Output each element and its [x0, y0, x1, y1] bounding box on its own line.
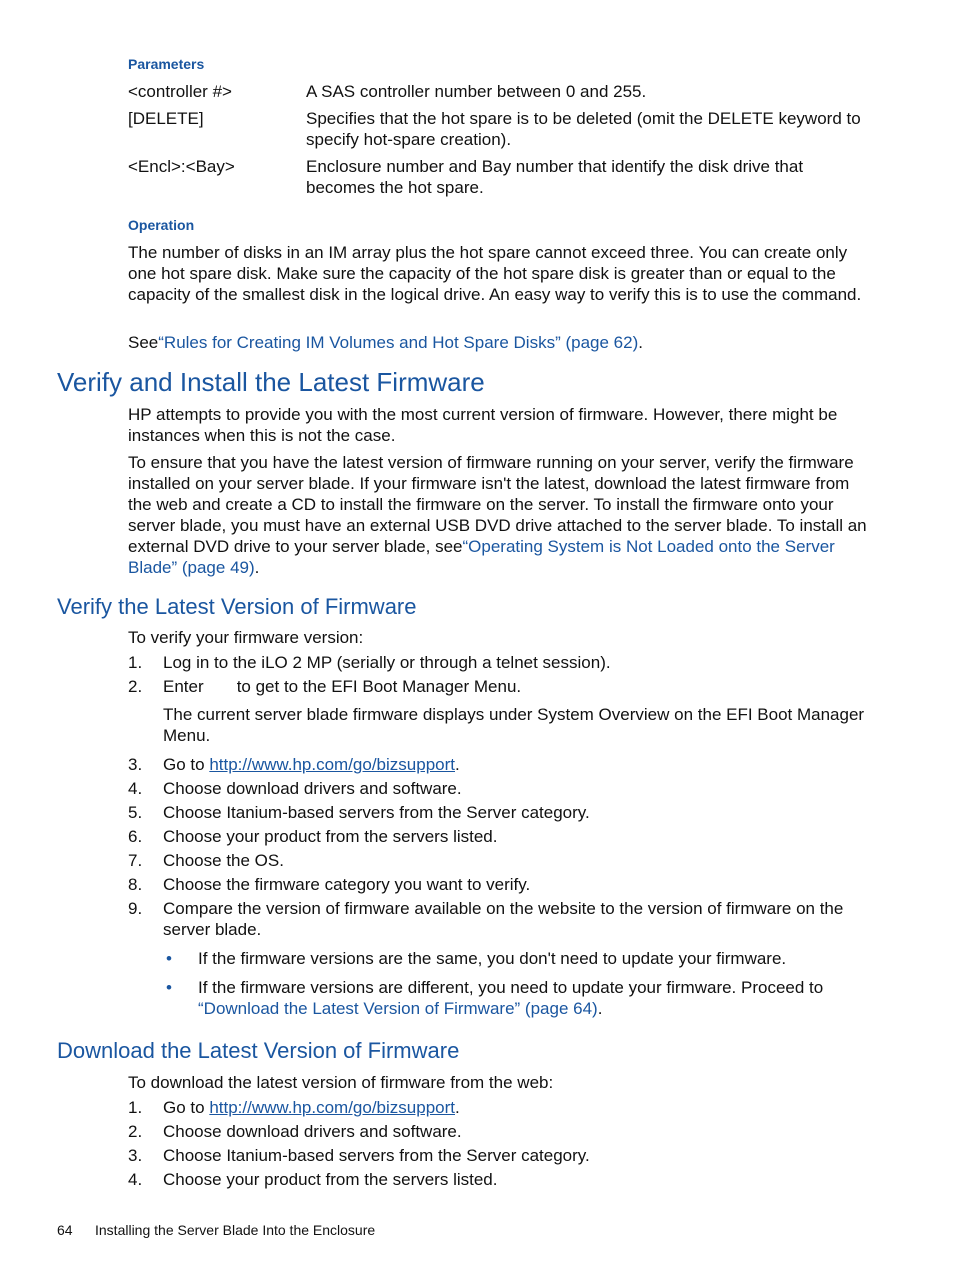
bullet-prefix: If the firmware versions are different, you need to update your firmware. Proceed to — [198, 978, 824, 997]
bullet-text — [198, 977, 868, 1019]
see-suffix: . — [638, 333, 643, 352]
rules-im-volumes-link[interactable]: “Rules for Creating IM Volumes and Hot Spare Disks” (page 62) — [158, 333, 639, 352]
bullet-suffix: . — [597, 999, 603, 1018]
step-text: Compare the version of firmware available on the website to the version of firmware on the server blade. — [163, 899, 844, 939]
param-desc: Enclosure number and Bay number that identify the disk drive that becomes the hot spare. — [306, 157, 804, 197]
chapter-title: Installing the Server Blade Into the Enclosure — [95, 1222, 376, 1238]
verify-install-paragraph-1: HP attempts to provide you with the most current version of firmware. However, there might be instances when this is not the case. — [128, 405, 838, 445]
param-term: <controller #> — [128, 82, 232, 101]
step-prefix: Go to — [163, 1098, 210, 1117]
param-term: [DELETE] — [128, 109, 204, 128]
step-number: 5. — [128, 803, 143, 822]
step-number: 3. — [128, 1146, 143, 1165]
download-intro: To download the latest version of firmware from the web: — [128, 1073, 554, 1092]
page-footer — [57, 1222, 375, 1238]
step-text: Choose download drivers and software. — [163, 779, 462, 798]
step-number: 1. — [128, 1098, 143, 1117]
paragraph-suffix: . — [254, 558, 260, 577]
step-number: 2. — [128, 1122, 143, 1141]
section-title-download-version: Download the Latest Version of Firmware — [57, 1038, 460, 1063]
step-text: Choose your product from the servers listed. — [163, 1170, 498, 1189]
bizsupport-link[interactable]: http://www.hp.com/go/bizsupport — [209, 755, 455, 774]
paragraph-text: To ensure that you have the latest version of firmware running on your server, verify the firmware installed on your server blade. If your firmware isn't the latest, download the latest firmware from the web and create a CD to install the firmware on the server. To install the firmware onto your server blade, you must have an external USB DVD drive attached to the server blade. To install an external DVD drive to your server blade, see — [128, 453, 867, 556]
param-desc: Specifies that the hot spare is to be deleted (omit the DELETE keyword to specify hot-spare creation). — [306, 109, 861, 149]
step-number: 9. — [128, 899, 143, 918]
bullet-text: If the firmware versions are the same, you don't need to update your firmware. — [198, 949, 787, 968]
param-term: <Encl>:<Bay> — [128, 157, 235, 176]
step-number: 4. — [128, 1170, 143, 1189]
see-prefix: See — [128, 333, 159, 352]
step-number: 4. — [128, 779, 143, 798]
step-note-text: The current server blade firmware displays under System Overview on the EFI Boot Manager Menu. — [163, 705, 865, 745]
page-number: 64 — [57, 1222, 73, 1238]
step-number: 6. — [128, 827, 143, 846]
step-text — [163, 754, 868, 775]
operation-see-line — [128, 332, 868, 353]
verify-install-paragraph-2 — [128, 452, 868, 578]
step-number: 2. — [128, 677, 143, 696]
parameters-heading: Parameters — [128, 56, 205, 72]
step-prefix: Go to — [163, 755, 210, 774]
step-text: Choose Itanium-based servers from the Server category. — [163, 803, 590, 822]
section-title-verify-install: Verify and Install the Latest Firmware — [57, 367, 485, 397]
param-desc: A SAS controller number between 0 and 255. — [306, 82, 647, 101]
step-text: Choose the firmware category you want to verify. — [163, 875, 531, 894]
bullet-icon: • — [166, 949, 172, 968]
operating-system-link[interactable]: “Operating System is Not Loaded onto the Server Blade” (page 49) — [128, 537, 835, 577]
bullet-icon: • — [166, 978, 172, 997]
step-text: Choose download drivers and software. — [163, 1122, 462, 1141]
step-number: 7. — [128, 851, 143, 870]
step-text: Choose Itanium-based servers from the Server category. — [163, 1146, 590, 1165]
download-latest-link[interactable]: “Download the Latest Version of Firmware” (page 64) — [198, 999, 598, 1018]
step-number: 1. — [128, 653, 143, 672]
step-suffix: . — [455, 1098, 460, 1117]
step-number: 3. — [128, 755, 143, 774]
step-text: Enter to get to the EFI Boot Manager Menu. — [163, 677, 522, 696]
step-text: Log in to the iLO 2 MP (serially or through a telnet session). — [163, 653, 611, 672]
operation-paragraph: The number of disks in an IM array plus the hot spare cannot exceed three. You can create only one hot spare disk. Make sure the capacity of the hot spare disk is greater than or equal to the capacity of the smallest disk in the logical drive. An easy way to verify this is to use the command. — [128, 243, 862, 304]
step-number: 8. — [128, 875, 143, 894]
bizsupport-link[interactable]: http://www.hp.com/go/bizsupport — [209, 1098, 455, 1117]
step-text: Choose the OS. — [163, 851, 284, 870]
step-text — [163, 1097, 868, 1118]
step-text: Choose your product from the servers listed. — [163, 827, 498, 846]
step-suffix: . — [455, 755, 460, 774]
verify-intro: To verify your firmware version: — [128, 628, 364, 647]
section-title-verify-version: Verify the Latest Version of Firmware — [57, 594, 417, 619]
operation-heading: Operation — [128, 217, 195, 233]
